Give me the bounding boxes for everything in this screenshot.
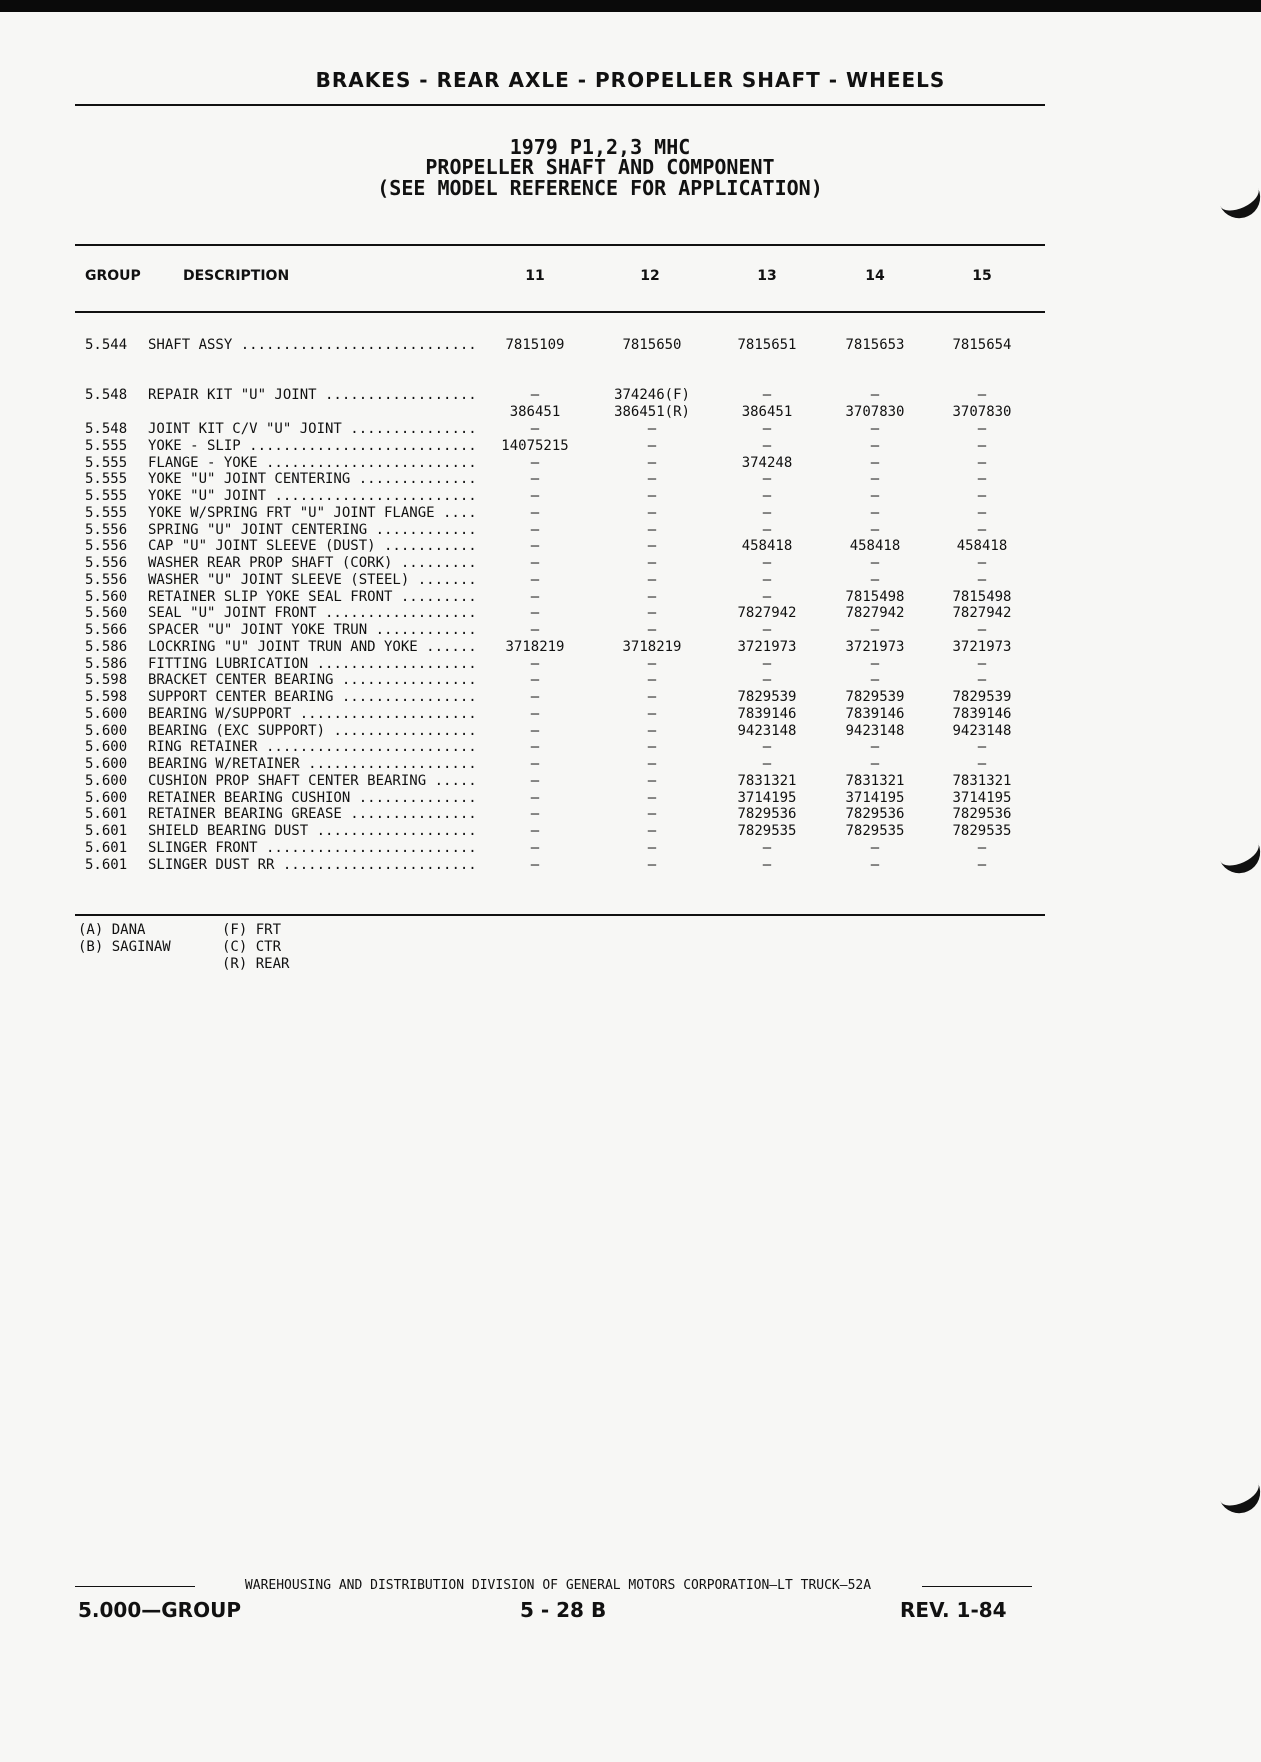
cell-description: RETAINER BEARING CUSHION ..... [148,790,478,807]
cell-description: JOINT KIT C/V "U" JOINT ..... [148,421,478,438]
cell-description: SLINGER DUST RR ..... [148,857,478,874]
cell-part-number: — [647,421,657,437]
cell-part-number: — [762,521,772,538]
cell-part-number: — [530,772,540,789]
binder-hole-mark [1213,1468,1261,1520]
cell-part-number: 3721973 [737,638,797,655]
cell-part-number: 3721973 [952,638,1012,655]
cell-description: FLANGE - YOKE ..... [148,455,478,472]
cell-part-number: 3718219 [622,638,682,655]
cell-part-number: — [870,555,880,571]
cell-part-number: — [530,571,540,588]
cell-part-number: — [870,387,880,403]
cell-part-number: — [762,437,772,454]
cell-part-number: — [530,504,540,521]
cell-part-number: — [762,421,772,437]
cell-part-number: 7815109 [505,337,565,353]
cell-part-number: 3714195 [952,789,1012,806]
cell-part-number: 7829535 [845,823,905,839]
cell-group: 5.586 [85,655,128,672]
cell-part-number: — [530,722,540,739]
cell-part-number: — [977,622,987,638]
cell-part-number: — [647,622,657,638]
cell-part-number: 7815653 [845,337,905,353]
cell-part-number: — [647,555,657,571]
cell-group: 5.555 [85,471,128,488]
cell-description: LOCKRING "U" JOINT TRUN AND YOKE ..... [148,639,478,656]
cell-part-number: — [870,622,880,638]
cell-part-number: — [647,806,657,823]
cell-group: 5.548 [85,387,128,403]
cell-description: WASHER "U" JOINT SLEEVE (STEEL) ..... [148,572,478,589]
table-row [0,555,1261,572]
table-row [0,689,1261,706]
cell-part-number: — [870,739,880,756]
cell-part-number: — [530,605,540,622]
footer-group: 5.000—GROUP [78,1598,241,1622]
cell-part-number: — [977,437,987,454]
cell-description: SHIELD BEARING DUST ..... [148,823,478,840]
cell-description: YOKE W/SPRING FRT "U" JOINT FLANGE ..... [148,505,478,522]
column-header-15: 15 [972,268,992,284]
cell-group: 5.555 [85,437,128,454]
footer-revision: REV. 1-84 [900,1598,1007,1622]
cell-part-number: — [762,655,772,672]
cell-part-number: 7829539 [737,689,797,705]
subtitle-line-2: PROPELLER SHAFT AND COMPONENT [425,155,775,179]
table-row [0,488,1261,505]
cell-description: BRACKET CENTER BEARING ..... [148,672,478,689]
cell-part-number: — [647,454,657,471]
cell-part-number: — [530,839,540,856]
column-header-13: 13 [757,268,777,284]
cell-part-number: 7829536 [845,806,905,823]
cell-part-number: — [647,823,657,839]
cell-part-number: — [530,856,540,873]
cell-description: SHAFT ASSY ..... [148,337,478,354]
cell-part-number: — [870,454,880,471]
cell-part-number: — [977,521,987,538]
binder-hole-mark [1213,173,1261,225]
cell-part-number: — [977,839,987,856]
cell-part-number: 7815498 [952,588,1012,605]
cell-description: RETAINER SLIP YOKE SEAL FRONT ..... [148,589,478,606]
cell-part-number: — [647,605,657,622]
cell-part-number: 7831321 [737,772,797,789]
table-top-rule [75,244,1045,246]
table-row [0,421,1261,438]
cell-part-number: 374246(F) [614,387,690,403]
cell-group: 5.601 [85,823,128,839]
column-header-description: DESCRIPTION [183,268,290,284]
cell-part-number: — [647,722,657,739]
table-row [0,387,1261,404]
cell-part-number: 3714195 [845,789,905,806]
table-row [0,505,1261,522]
cell-part-number: 3707830 [952,404,1012,420]
cell-group: 5.600 [85,739,128,756]
table-row [0,337,1261,354]
cell-part-number: — [647,739,657,756]
cell-part-number: — [762,488,772,504]
table-row [0,404,1261,421]
cell-group: 5.601 [85,806,128,823]
cell-group: 5.556 [85,538,128,555]
cell-part-number: — [647,756,657,772]
cell-part-number: 7827942 [952,605,1012,622]
cell-part-number: — [870,504,880,521]
cell-part-number: — [870,655,880,672]
table-header-rule [75,311,1045,313]
cell-part-number: — [530,521,540,538]
cell-part-number: — [647,488,657,504]
cell-part-number: — [870,488,880,504]
table-row [0,538,1261,555]
cell-part-number: 7815654 [952,337,1012,353]
cell-part-number: 7829539 [845,689,905,705]
cell-description: SUPPORT CENTER BEARING ..... [148,689,478,706]
cell-part-number: — [530,387,540,403]
cell-part-number: — [530,705,540,722]
cell-part-number: — [530,756,540,772]
table-row [0,572,1261,589]
cell-part-number: — [870,471,880,488]
table-row [0,806,1261,823]
cell-part-number: — [977,856,987,873]
cell-part-number: — [977,387,987,403]
cell-description: BEARING W/RETAINER ..... [148,756,478,773]
cell-part-number: 7829535 [737,823,797,839]
cell-part-number: — [870,421,880,437]
table-row [0,605,1261,622]
cell-part-number: — [870,672,880,689]
cell-part-number: — [530,823,540,839]
table-row [0,471,1261,488]
footer-division-line: WAREHOUSING AND DISTRIBUTION DIVISION OF GENERAL MOTORS CORPORATION—LT TRUCK—52A [244,1578,872,1593]
cell-part-number: — [762,504,772,521]
cell-part-number: — [647,705,657,722]
cell-description: YOKE - SLIP ..... [148,438,478,455]
scan-top-band [0,0,1261,12]
cell-part-number: — [977,421,987,437]
cell-part-number: — [530,789,540,806]
cell-part-number: — [762,555,772,571]
cell-part-number: 3714195 [737,789,797,806]
column-header-group: GROUP [85,268,141,284]
cell-part-number: — [870,856,880,873]
cell-description: RING RETAINER ..... [148,739,478,756]
cell-part-number: — [647,789,657,806]
cell-part-number: 3721973 [845,638,905,655]
cell-part-number: — [647,521,657,538]
cell-part-number: — [762,588,772,605]
footer-rule-right [922,1586,1032,1587]
cell-part-number: — [647,856,657,873]
cell-description: SPACER "U" JOINT YOKE TRUN ..... [148,622,478,639]
table-row [0,672,1261,689]
cell-part-number: — [762,387,772,403]
cell-part-number: — [870,521,880,538]
legend-c: (C) CTR [222,939,282,955]
header-rule [75,104,1045,106]
cell-part-number: 9423148 [845,722,905,739]
cell-description: BEARING W/SUPPORT ..... [148,706,478,723]
cell-group: 5.586 [85,638,128,655]
cell-group: 5.566 [85,622,128,638]
column-header-12: 12 [640,268,660,284]
cell-part-number: 3707830 [845,404,905,420]
page-header-title: BRAKES - REAR AXLE - PROPELLER SHAFT - WHEELS [315,68,946,92]
cell-part-number: 458418 [849,538,901,555]
cell-part-number: 3718219 [505,638,565,655]
subtitle-line-3: (SEE MODEL REFERENCE FOR APPLICATION) [377,176,823,200]
cell-group: 5.600 [85,705,128,722]
cell-part-number: — [647,471,657,488]
cell-group: 5.601 [85,839,128,856]
cell-part-number: — [977,555,987,571]
cell-group: 5.548 [85,421,128,437]
cell-description: CAP "U" JOINT SLEEVE (DUST) ..... [148,538,478,555]
cell-description: REPAIR KIT "U" JOINT ..... [148,387,478,404]
cell-description: YOKE "U" JOINT ..... [148,488,478,505]
cell-description: SEAL "U" JOINT FRONT ..... [148,605,478,622]
table-row [0,756,1261,773]
cell-group: 5.560 [85,588,128,605]
cell-description: FITTING LUBRICATION ..... [148,656,478,673]
cell-group: 5.544 [85,337,128,353]
table-row [0,589,1261,606]
cell-part-number: — [762,756,772,772]
legend-a: (A) DANA [78,922,146,938]
cell-part-number: — [762,672,772,689]
cell-part-number: — [530,471,540,488]
cell-part-number: — [530,806,540,823]
table-row [0,522,1261,539]
cell-part-number: — [870,839,880,856]
cell-part-number: 7827942 [737,605,797,622]
cell-part-number: — [647,538,657,555]
cell-part-number: 7831321 [952,772,1012,789]
cell-description: BEARING (EXC SUPPORT) ..... [148,723,478,740]
table-row [0,790,1261,807]
cell-part-number: — [870,756,880,772]
cell-part-number: — [762,471,772,488]
cell-part-number: — [530,689,540,705]
cell-part-number: — [530,555,540,571]
cell-part-number: 7815651 [737,337,797,353]
table-row [0,823,1261,840]
cell-description: SLINGER FRONT ..... [148,840,478,857]
cell-part-number: — [530,421,540,437]
table-row [0,857,1261,874]
cell-part-number: — [977,739,987,756]
cell-part-number: — [762,571,772,588]
cell-part-number: — [977,471,987,488]
cell-group: 5.600 [85,772,128,789]
cell-description: WASHER REAR PROP SHAFT (CORK) ..... [148,555,478,572]
cell-part-number: 7815650 [622,337,682,353]
cell-part-number: — [977,454,987,471]
cell-part-number: — [647,672,657,689]
cell-group: 5.600 [85,756,128,772]
cell-part-number: — [530,622,540,638]
cell-part-number: — [647,839,657,856]
cell-group: 5.600 [85,789,128,806]
footer-page-number: 5 - 28 B [520,1598,607,1622]
legend-f: (F) FRT [222,922,282,938]
cell-part-number: 7839146 [737,705,797,722]
cell-part-number: — [530,538,540,555]
cell-part-number: 7815498 [845,588,905,605]
cell-part-number: — [977,504,987,521]
cell-part-number: 386451(R) [614,404,690,420]
table-row [0,840,1261,857]
cell-group: 5.598 [85,672,128,689]
cell-part-number: 386451 [509,404,561,420]
cell-part-number: — [530,488,540,504]
cell-group: 5.600 [85,722,128,739]
cell-part-number: — [530,739,540,756]
table-row [0,739,1261,756]
cell-part-number: — [530,454,540,471]
cell-part-number: 458418 [956,538,1008,555]
cell-part-number: — [530,655,540,672]
cell-part-number: — [530,588,540,605]
cell-part-number: 7829536 [737,806,797,823]
cell-part-number: — [762,622,772,638]
cell-part-number: 374248 [741,454,793,471]
cell-part-number: — [870,437,880,454]
cell-part-number: — [762,856,772,873]
cell-group: 5.556 [85,521,128,538]
cell-part-number: — [647,588,657,605]
cell-part-number: — [977,756,987,772]
cell-part-number: — [762,739,772,756]
cell-description: YOKE "U" JOINT CENTERING ..... [148,471,478,488]
cell-part-number: — [647,571,657,588]
table-row [0,438,1261,455]
table-row [0,622,1261,639]
cell-group: 5.555 [85,504,128,521]
cell-group: 5.556 [85,555,128,571]
cell-part-number: — [870,571,880,588]
cell-part-number: — [977,488,987,504]
legend-r: (R) REAR [222,956,290,972]
table-row [0,639,1261,656]
cell-group: 5.555 [85,488,128,504]
cell-part-number: — [647,504,657,521]
cell-description: SPRING "U" JOINT CENTERING ..... [148,522,478,539]
cell-group: 5.560 [85,605,128,622]
cell-group: 5.598 [85,689,128,705]
cell-description: RETAINER BEARING GREASE ..... [148,806,478,823]
table-row [0,656,1261,673]
column-header-14: 14 [865,268,885,284]
cell-part-number: — [647,437,657,454]
cell-part-number: 458418 [741,538,793,555]
cell-part-number: 7827942 [845,605,905,622]
cell-part-number: — [647,655,657,672]
cell-part-number: 7829536 [952,806,1012,823]
cell-part-number: — [977,655,987,672]
cell-part-number: 386451 [741,404,793,420]
subtitle-line-1: 1979 P1,2,3 MHC [509,135,691,159]
cell-part-number: — [530,672,540,689]
cell-part-number: 7829539 [952,689,1012,705]
cell-part-number: 7829535 [952,823,1012,839]
cell-part-number: 7839146 [845,705,905,722]
cell-part-number: — [647,772,657,789]
cell-group: 5.601 [85,856,128,873]
table-bottom-rule [75,914,1045,916]
cell-part-number: — [647,689,657,705]
cell-part-number: 9423148 [952,722,1012,739]
cell-part-number: — [977,672,987,689]
cell-part-number: 9423148 [737,722,797,739]
cell-part-number: 7831321 [845,772,905,789]
cell-part-number: — [977,571,987,588]
table-row [0,455,1261,472]
cell-group: 5.556 [85,571,128,588]
cell-group: 5.555 [85,454,128,471]
column-header-11: 11 [525,268,545,284]
cell-part-number: — [762,839,772,856]
cell-description: CUSHION PROP SHAFT CENTER BEARING ..... [148,773,478,790]
table-row [0,723,1261,740]
cell-part-number: 7839146 [952,705,1012,722]
table-row [0,706,1261,723]
cell-part-number: 14075215 [501,437,569,454]
table-row [0,773,1261,790]
legend-b: (B) SAGINAW [78,939,171,955]
